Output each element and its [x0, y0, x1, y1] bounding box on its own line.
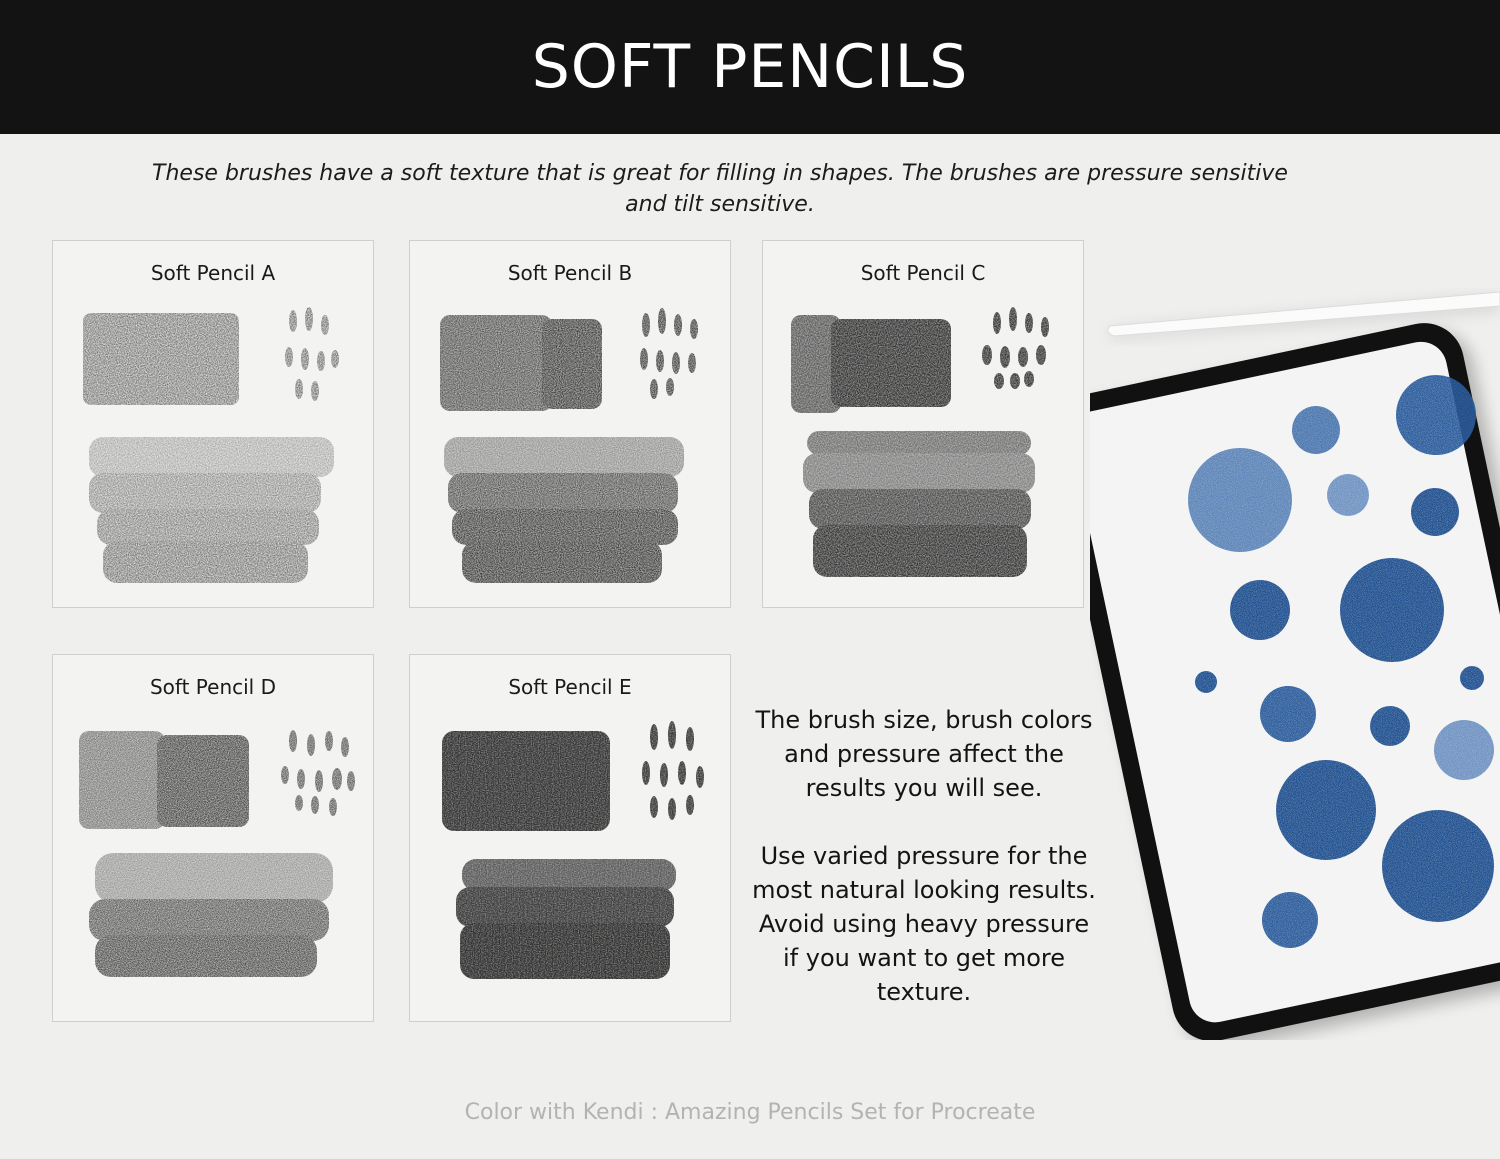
brush-card-d	[52, 654, 374, 1022]
footer-credit: Color with Kendi : Amazing Pencils Set for Procreate	[464, 1100, 1036, 1125]
brush-card-title: Soft Pencil C	[860, 261, 986, 285]
header-bar	[0, 0, 1500, 134]
page-title: SOFT PENCILS	[531, 32, 969, 102]
brush-sample-d	[53, 655, 373, 1021]
note-paragraph-1: The brush size, brush colors and pressure affect the results you will see.	[755, 706, 1093, 802]
brush-card-title: Soft Pencil A	[150, 261, 276, 285]
intro-text: These brushes have a soft texture that is great for filling in shapes. The brushes are pressure sensitive and tilt sensitive.	[152, 161, 1288, 217]
brush-card-title: Soft Pencil B	[507, 261, 633, 285]
brush-card-title: Soft Pencil E	[508, 675, 632, 699]
brush-card-title: Soft Pencil D	[149, 675, 276, 699]
brush-sample-b	[410, 241, 730, 607]
brush-card-a	[52, 240, 374, 608]
brush-sample-c	[763, 241, 1083, 607]
brush-sample-e	[410, 655, 730, 1021]
usage-note	[752, 703, 1096, 1043]
brush-sample-a	[53, 241, 373, 607]
tablet-illustration	[1090, 280, 1500, 1040]
brush-card-c	[762, 240, 1084, 608]
brush-card-e	[409, 654, 731, 1022]
brush-card-b	[409, 240, 731, 608]
note-paragraph-2: Use varied pressure for the most natural looking results. Avoid using heavy pressure if you want to get more texture.	[752, 842, 1096, 1006]
